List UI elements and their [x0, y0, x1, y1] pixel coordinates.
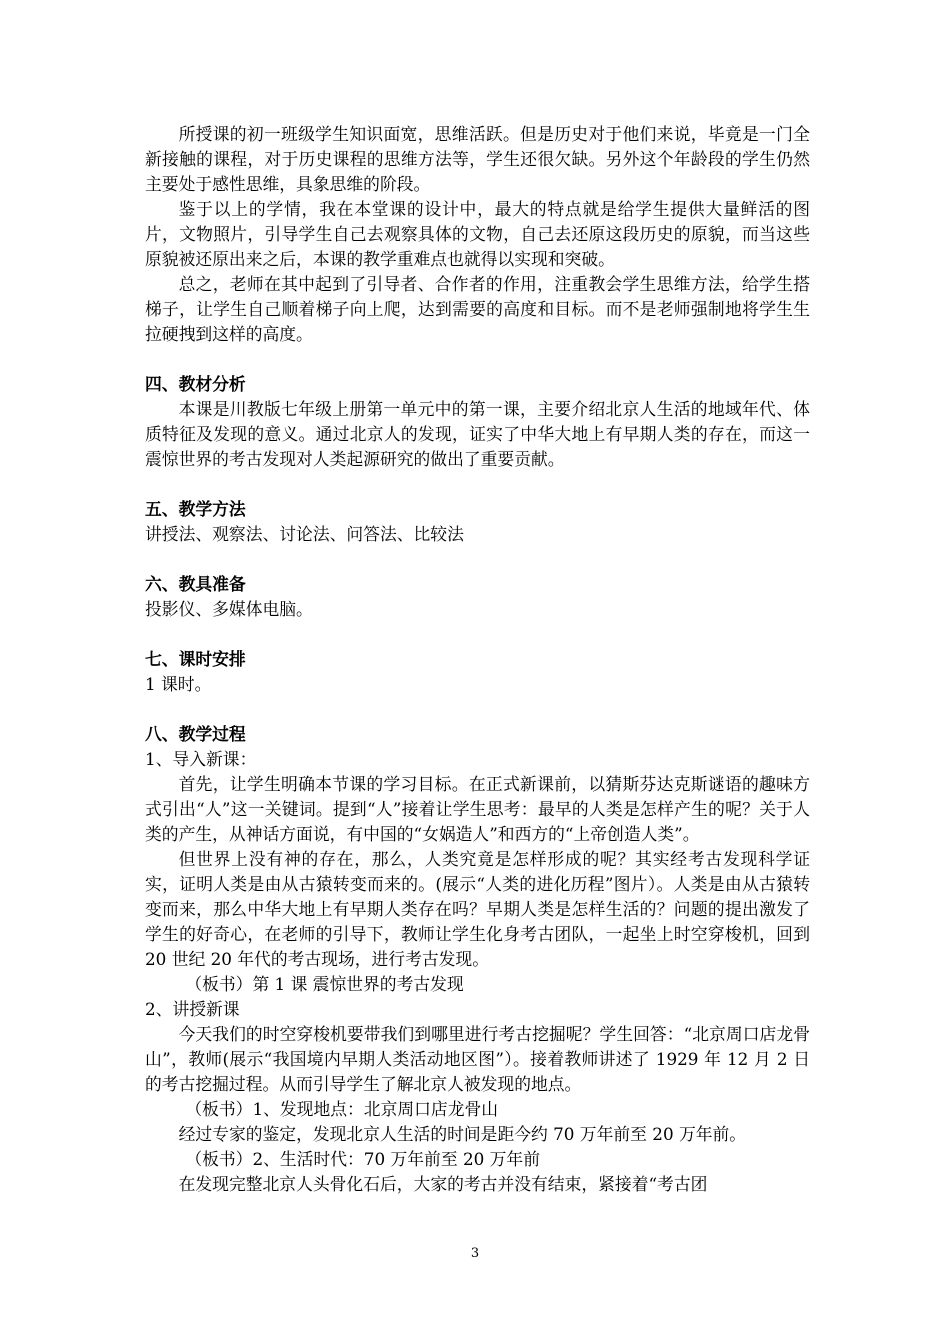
paragraph-design-feature: 鉴于以上的学情，我在本堂课的设计中，最大的特点就是给学生提供大量鲜活的图片，文物照片，引导学生自己去观察具体的文物，自己去还原这段历史的原貌，而当这些原貌被还原出来之后，本课的教学重难点也就得以实现和突破。: [145, 199, 810, 269]
board-note-living-era: （板书）2、生活时代：70 万年前至 20 万年前: [185, 1149, 540, 1169]
paragraph-class-hours: 1 课时。: [145, 674, 212, 694]
subheading-new-lesson: 2、讲授新课: [145, 999, 240, 1019]
document-page: [145, 122, 810, 1197]
subheading-introduction: 1、导入新课：: [145, 749, 257, 769]
paragraph-new-lesson-1: 今天我们的时空穿梭机要带我们到哪里进行考古挖掘呢？学生回答：“北京周口店龙骨山”，教师(展示“我国境内早期人类活动地区图”）。接着教师讲述了 1929 年 12 月 2 日的考古挖掘过程。从而引导学生了解北京人被发现的地点。: [145, 1024, 810, 1094]
paragraph-textbook-analysis: 本课是川教版七年级上册第一单元中的第一课，主要介绍北京人生活的地域年代、体质特征及发现的意义。通过北京人的发现，证实了中华大地上有早期人类的存在，而这一震惊世界的考古发现对人类起源研究的做出了重要贡献。: [145, 399, 810, 469]
page-number: 3: [470, 1246, 480, 1261]
paragraph-teaching-methods: 讲授法、观察法、讨论法、问答法、比较法: [145, 524, 464, 544]
paragraph-student-analysis: 所授课的初一班级学生知识面宽，思维活跃。但是历史对于他们来说，毕竟是一门全新接触的课程，对于历史课程的思维方法等，学生还很欠缺。另外这个年龄段的学生仍然主要处于感性思维，具象思维的阶段。: [145, 124, 810, 194]
board-note-discovery-site: （板书）1、发现地点：北京周口店龙骨山: [185, 1099, 499, 1119]
paragraph-new-lesson-2: 经过专家的鉴定，发现北京人生活的时间是距今约 70 万年前至 20 万年前。: [178, 1124, 747, 1144]
paragraph-teaching-aids: 投影仪、多媒体电脑。: [145, 599, 313, 619]
paragraph-introduction-2: 但世界上没有神的存在，那么，人类究竟是怎样形成的呢？其实经考古发现科学证实，证明人类是由从古猿转变而来的。(展示“人类的进化历程”图片）。人类是由从古猿转变而来，那么中华大地上有早期人类存在吗？早期人类是怎样生活的？问题的提出激发了学生的好奇心，在老师的引导下，教师让学生化身考古团队，一起坐上时空穿梭机，回到 20 世纪 20 年代的考古现场，进行考古发现。: [145, 849, 810, 969]
section-heading-teaching-aids: 六、教具准备: [145, 574, 246, 594]
paragraph-introduction-1: 首先，让学生明确本节课的学习目标。在正式新课前，以猜斯芬达克斯谜语的趣味方式引出“人”这一关键词。提到“人”接着让学生思考：最早的人类是怎样产生的呢？关于人类的产生，从神话方面说，有中国的“女娲造人”和西方的“上帝创造人类”。: [145, 774, 810, 844]
section-heading-class-hours: 七、课时安排: [145, 649, 246, 669]
paragraph-new-lesson-3: 在发现完整北京人头骨化石后，大家的考古并没有结束，紧接着“考古团: [178, 1174, 708, 1194]
section-heading-textbook-analysis: 四、教材分析: [145, 374, 246, 394]
paragraph-teacher-role: 总之，老师在其中起到了引导者、合作者的作用，注重教会学生思维方法，给学生搭梯子，让学生自己顺着梯子向上爬，达到需要的高度和目标。而不是老师强制地将学生生拉硬拽到这样的高度。: [145, 274, 810, 344]
board-note-lesson-title: （板书）第 1 课 震惊世界的考古发现: [185, 974, 464, 994]
section-heading-teaching-methods: 五、教学方法: [145, 499, 246, 519]
section-heading-teaching-process: 八、教学过程: [145, 724, 246, 744]
